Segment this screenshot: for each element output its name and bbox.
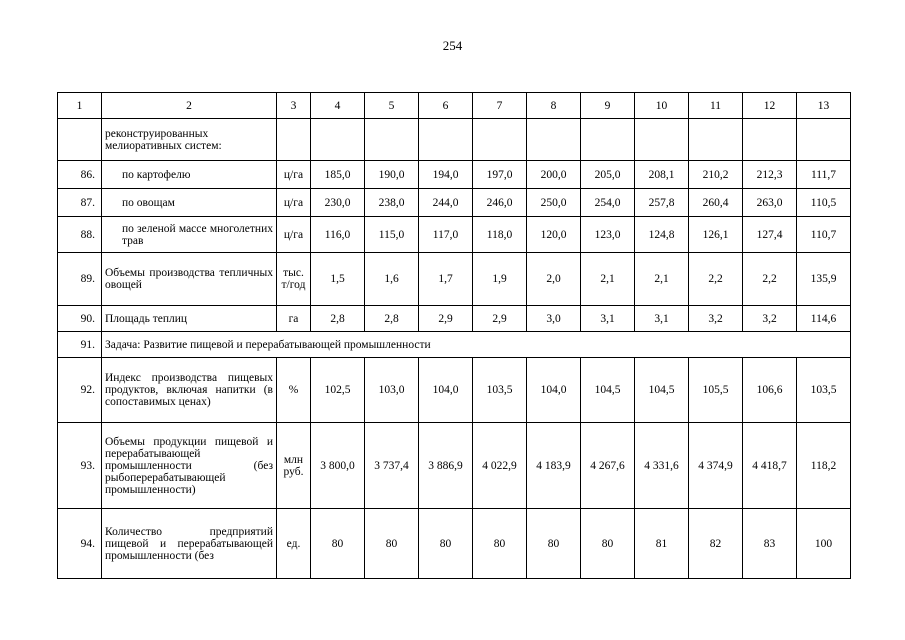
indicator-cell: Объемы продукции пищевой и перерабатывающей промышленности (без рыбоперерабатывающей промышленности)	[102, 423, 277, 509]
value-cell: 254,0	[581, 189, 635, 217]
table-row	[58, 423, 851, 509]
value-cell: 3 800,0	[311, 423, 365, 509]
value-cell: 3,1	[581, 306, 635, 332]
value-cell: 3 737,4	[365, 423, 419, 509]
value-cell: 120,0	[527, 217, 581, 253]
value-cell: 103,0	[365, 358, 419, 423]
column-header: 4	[311, 93, 365, 119]
row-number: 92.	[58, 358, 102, 423]
unit-cell: %	[277, 358, 311, 423]
value-cell: 83	[743, 509, 797, 579]
table-body	[58, 93, 851, 579]
table-row	[58, 161, 851, 189]
row-number: 87.	[58, 189, 102, 217]
value-cell: 205,0	[581, 161, 635, 189]
row-number: 88.	[58, 217, 102, 253]
table-row	[58, 217, 851, 253]
value-cell: 106,6	[743, 358, 797, 423]
indicator-cell: Объемы производства тепличных овощей	[102, 253, 277, 306]
task-row	[58, 332, 851, 358]
value-cell: 1,6	[365, 253, 419, 306]
column-header: 7	[473, 93, 527, 119]
unit-cell: ц/га	[277, 161, 311, 189]
value-cell: 105,5	[689, 358, 743, 423]
column-header: 6	[419, 93, 473, 119]
column-header: 5	[365, 93, 419, 119]
value-cell: 100	[797, 509, 851, 579]
value-cell: 4 183,9	[527, 423, 581, 509]
value-cell: 135,9	[797, 253, 851, 306]
value-cell: 116,0	[311, 217, 365, 253]
table-row	[58, 189, 851, 217]
value-cell: 244,0	[419, 189, 473, 217]
column-header: 12	[743, 93, 797, 119]
column-header: 8	[527, 93, 581, 119]
value-cell: 210,2	[689, 161, 743, 189]
value-cell: 4 022,9	[473, 423, 527, 509]
value-cell: 80	[419, 509, 473, 579]
value-cell: 104,0	[419, 358, 473, 423]
row-number: 89.	[58, 253, 102, 306]
value-cell: 197,0	[473, 161, 527, 189]
unit-cell: тыс. т/год	[277, 253, 311, 306]
indicator-cell: по зеленой массе многолетних трав	[102, 217, 277, 253]
task-title: Задача: Развитие пищевой и перерабатывающей промышленности	[102, 332, 851, 358]
indicator-cell: реконструированных мелиоративных систем:	[102, 119, 277, 161]
value-cell: 230,0	[311, 189, 365, 217]
value-cell: 1,5	[311, 253, 365, 306]
column-header: 11	[689, 93, 743, 119]
column-header: 1	[58, 93, 102, 119]
value-cell: 1,9	[473, 253, 527, 306]
column-header: 10	[635, 93, 689, 119]
unit-cell: ц/га	[277, 217, 311, 253]
value-cell: 2,1	[635, 253, 689, 306]
indicator-cell: Количество предприятий пищевой и перерабатывающей промышленности (без	[102, 509, 277, 579]
row-number: 90.	[58, 306, 102, 332]
row-number: 94.	[58, 509, 102, 579]
column-header: 9	[581, 93, 635, 119]
value-cell: 123,0	[581, 217, 635, 253]
value-cell: 212,3	[743, 161, 797, 189]
column-header: 13	[797, 93, 851, 119]
indicator-cell: Площадь теплиц	[102, 306, 277, 332]
value-cell: 82	[689, 509, 743, 579]
table-row	[58, 306, 851, 332]
value-cell: 4 418,7	[743, 423, 797, 509]
value-cell: 3 886,9	[419, 423, 473, 509]
page-number: 254	[442, 38, 463, 53]
indicator-cell: по картофелю	[102, 161, 277, 189]
value-cell: 250,0	[527, 189, 581, 217]
table-row	[58, 358, 851, 423]
value-cell: 257,8	[635, 189, 689, 217]
value-cell: 110,5	[797, 189, 851, 217]
value-cell: 2,9	[473, 306, 527, 332]
table-row	[58, 509, 851, 579]
value-cell: 3,0	[527, 306, 581, 332]
value-cell: 263,0	[743, 189, 797, 217]
value-cell: 124,8	[635, 217, 689, 253]
value-cell: 103,5	[797, 358, 851, 423]
indicators-table	[57, 92, 851, 579]
value-cell: 114,6	[797, 306, 851, 332]
unit-cell: ц/га	[277, 189, 311, 217]
row-number	[58, 119, 102, 161]
unit-cell: ед.	[277, 509, 311, 579]
value-cell: 2,0	[527, 253, 581, 306]
value-cell: 81	[635, 509, 689, 579]
value-cell: 4 331,6	[635, 423, 689, 509]
value-cell: 80	[581, 509, 635, 579]
value-cell: 126,1	[689, 217, 743, 253]
value-cell: 80	[473, 509, 527, 579]
value-cell: 102,5	[311, 358, 365, 423]
row-number: 91.	[58, 332, 102, 358]
value-cell: 2,9	[419, 306, 473, 332]
value-cell: 238,0	[365, 189, 419, 217]
value-cell: 115,0	[365, 217, 419, 253]
value-cell: 110,7	[797, 217, 851, 253]
unit-cell: га	[277, 306, 311, 332]
value-cell: 4 267,6	[581, 423, 635, 509]
value-cell: 118,0	[473, 217, 527, 253]
table-row	[58, 253, 851, 306]
unit-cell: млн руб.	[277, 423, 311, 509]
value-cell: 2,2	[689, 253, 743, 306]
value-cell: 260,4	[689, 189, 743, 217]
value-cell: 104,0	[527, 358, 581, 423]
value-cell: 208,1	[635, 161, 689, 189]
value-cell: 4 374,9	[689, 423, 743, 509]
value-cell: 190,0	[365, 161, 419, 189]
value-cell: 194,0	[419, 161, 473, 189]
value-cell: 200,0	[527, 161, 581, 189]
value-cell: 3,2	[743, 306, 797, 332]
value-cell: 111,7	[797, 161, 851, 189]
indicator-cell: Индекс производства пищевых продуктов, включая напитки (в сопоставимых ценах)	[102, 358, 277, 423]
value-cell: 246,0	[473, 189, 527, 217]
table-row	[58, 119, 851, 161]
value-cell: 104,5	[581, 358, 635, 423]
value-cell: 2,1	[581, 253, 635, 306]
value-cell: 3,1	[635, 306, 689, 332]
column-header: 2	[102, 93, 277, 119]
row-number: 86.	[58, 161, 102, 189]
value-cell: 80	[527, 509, 581, 579]
value-cell: 104,5	[635, 358, 689, 423]
value-cell: 80	[365, 509, 419, 579]
value-cell: 185,0	[311, 161, 365, 189]
value-cell: 117,0	[419, 217, 473, 253]
value-cell: 2,8	[365, 306, 419, 332]
value-cell: 80	[311, 509, 365, 579]
value-cell: 3,2	[689, 306, 743, 332]
value-cell: 1,7	[419, 253, 473, 306]
unit-cell	[277, 119, 311, 161]
value-cell: 2,8	[311, 306, 365, 332]
value-cell: 103,5	[473, 358, 527, 423]
value-cell: 118,2	[797, 423, 851, 509]
indicator-cell: по овощам	[102, 189, 277, 217]
header-row	[58, 93, 851, 119]
row-number: 93.	[58, 423, 102, 509]
value-cell: 2,2	[743, 253, 797, 306]
column-header: 3	[277, 93, 311, 119]
value-cell: 127,4	[743, 217, 797, 253]
